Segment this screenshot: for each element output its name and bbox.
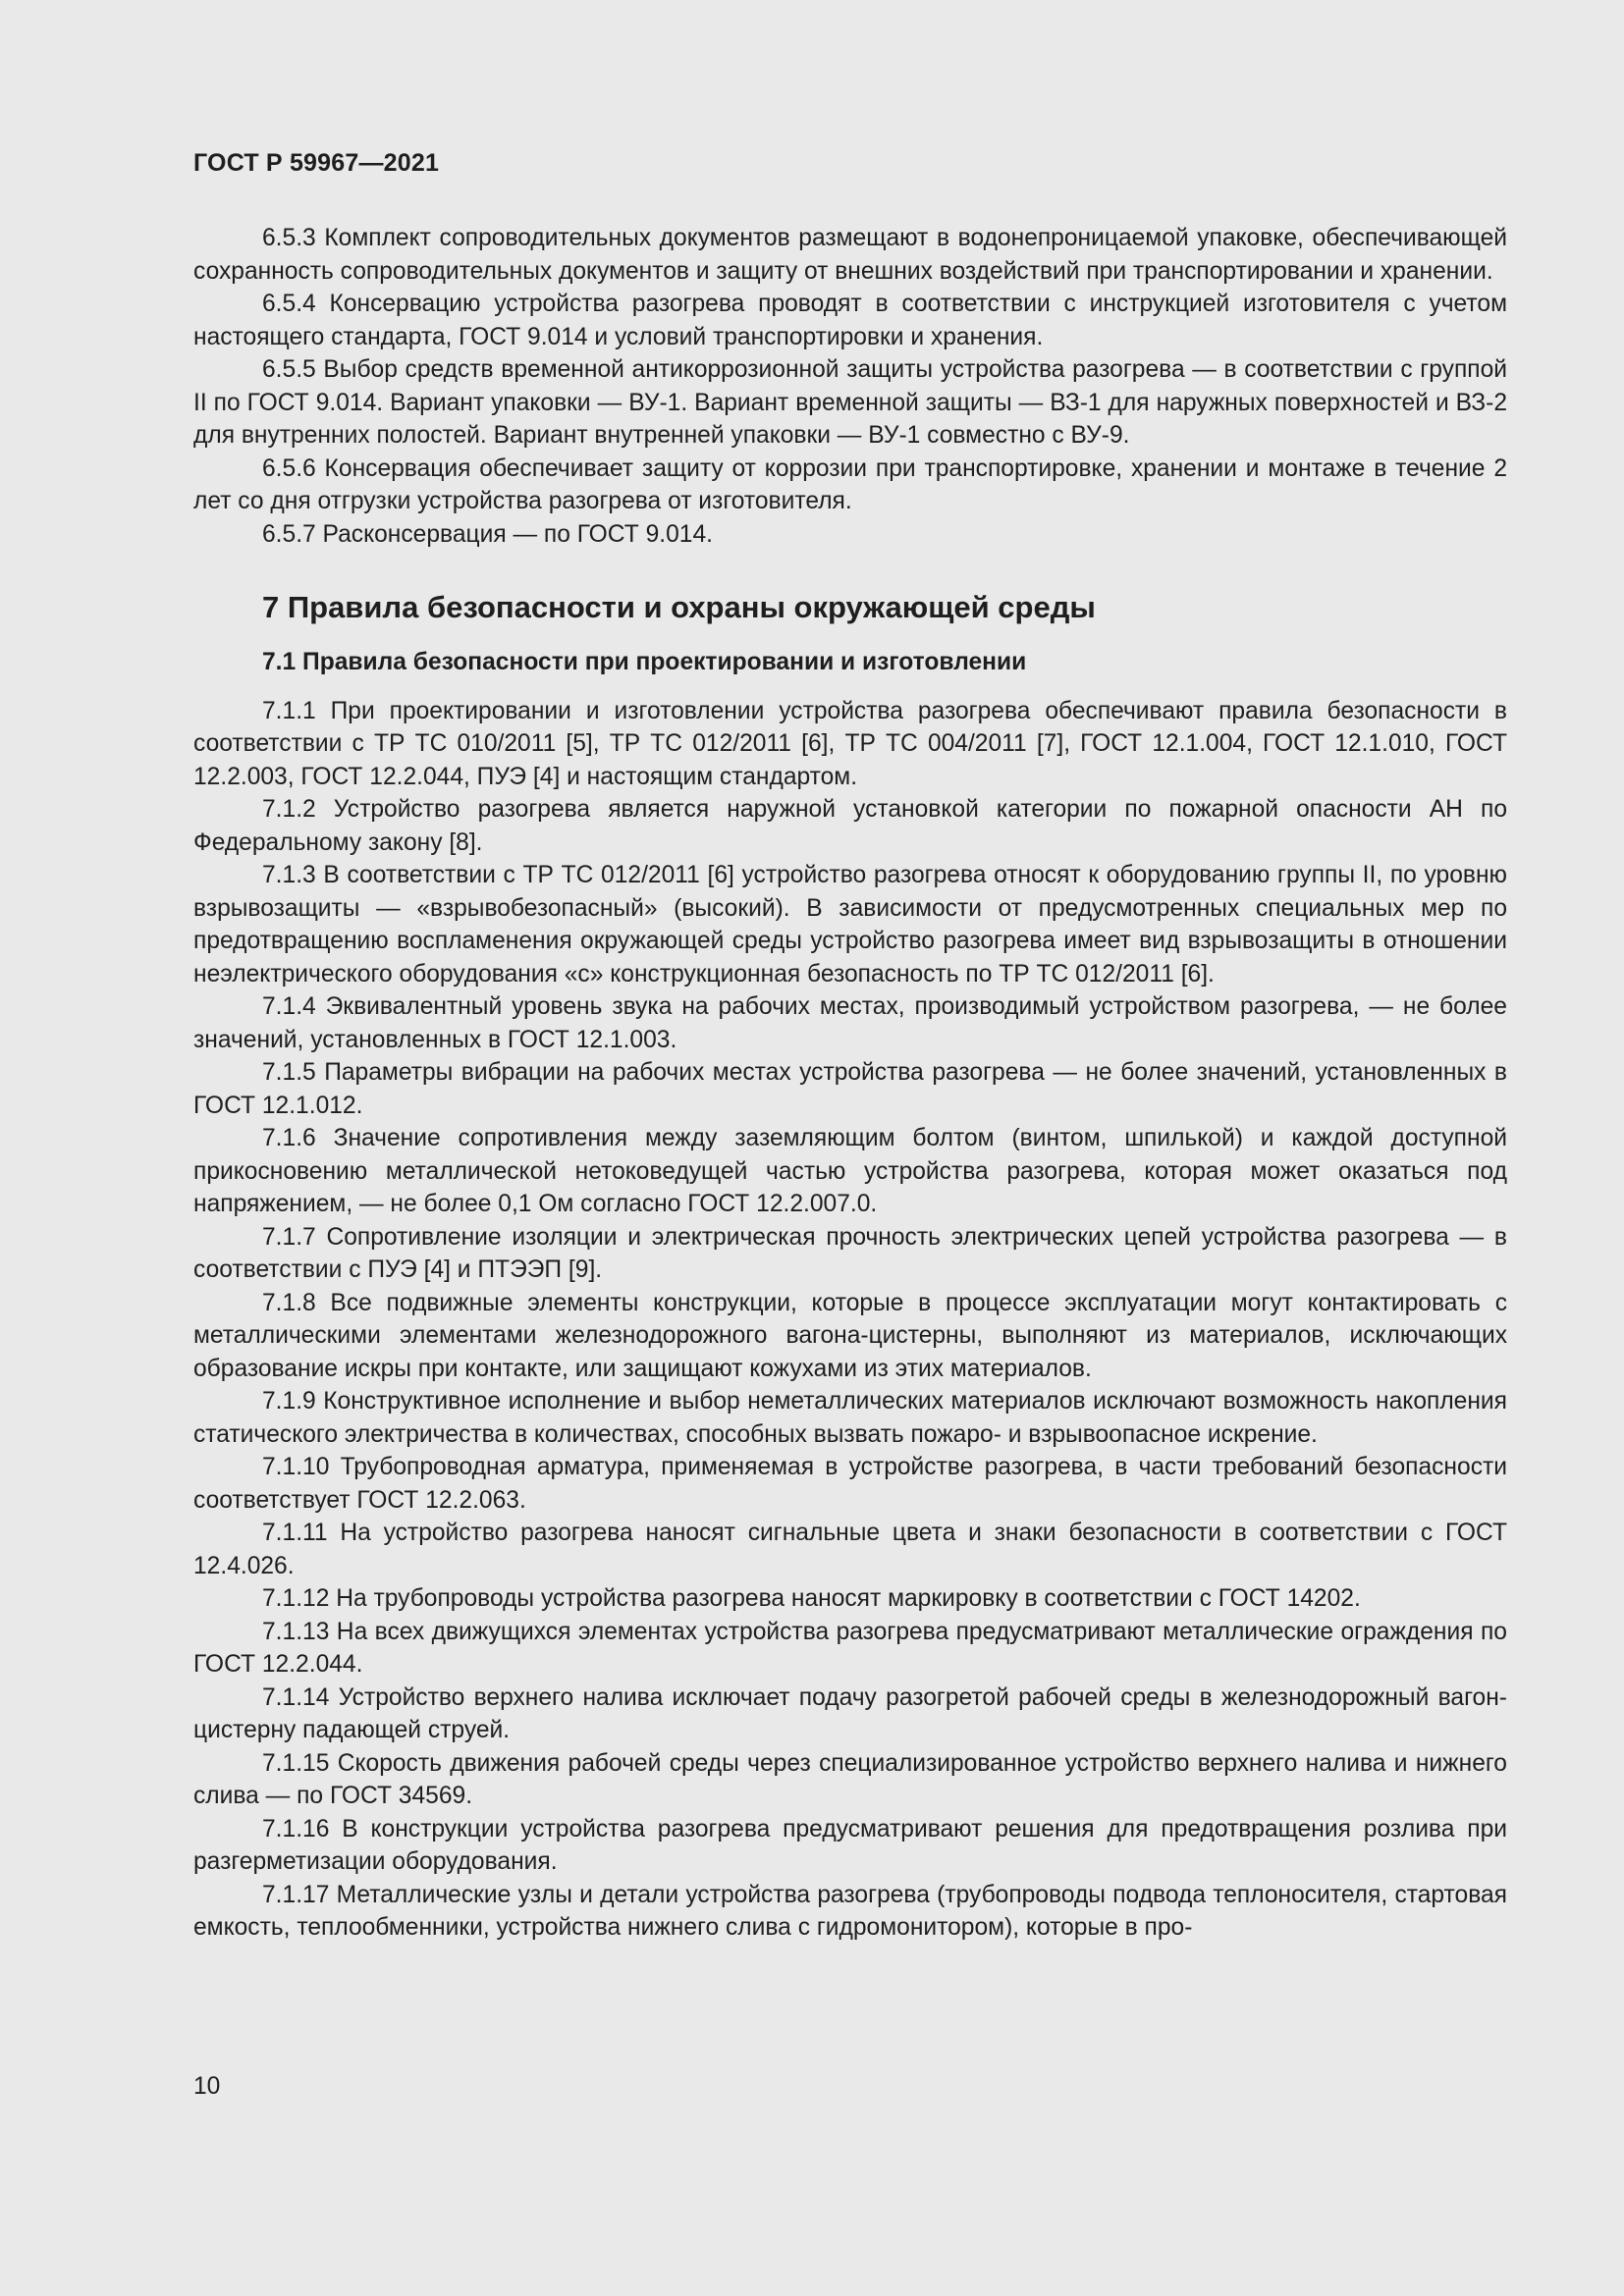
subsection-7-1-heading: 7.1 Правила безопасности при проектировании и изготовлении [262, 649, 1027, 675]
paragraph-7-1-14: 7.1.14 Устройство верхнего налива исключает подачу разогретой рабочей среды в железнодорожный вагон-цистерну падающей струей. [193, 1683, 1507, 1743]
paragraph-7-1-16: 7.1.16 В конструкции устройства разогрева предусматривают решения для предотвращения розлива при разгерметизации оборудования. [193, 1815, 1507, 1875]
paragraph-7-1-11: 7.1.11 На устройство разогрева наносят сигнальные цвета и знаки безопасности в соответствии с ГОСТ 12.4.026. [193, 1520, 1507, 1579]
paragraph-6-5-4: 6.5.4 Консервацию устройства разогрева проводят в соответствии с инструкцией изготовителя с учетом настоящего стандарта, ГОСТ 9.014 и условий транспортировки и хранения. [193, 291, 1507, 350]
paragraph-7-1-8: 7.1.8 Все подвижные элементы конструкции, которые в процессе эксплуатации могут контактировать с металлическими элементами железнодорожного вагона-цистерны, выполняют из материалов, исключающих образование искры при контакте, или защищают кожухами из этих материалов. [193, 1289, 1507, 1382]
paragraph-6-5-7: 6.5.7 Расконсервация — по ГОСТ 9.014. [262, 520, 713, 548]
paragraph-7-1-6: 7.1.6 Значение сопротивления между заземляющим болтом (винтом, шпилькой) и каждой доступной прикосновению металлической нетоковедущей частью устройства разогрева, которая может оказаться под напряжением, — не более 0,1 Ом согласно ГОСТ 12.2.007.0. [193, 1125, 1507, 1217]
paragraph-7-1-10: 7.1.10 Трубопроводная арматура, применяемая в устройстве разогрева, в части требований безопасности соответствует ГОСТ 12.2.063. [193, 1454, 1507, 1514]
paragraph-7-1-1: 7.1.1 При проектировании и изготовлении устройства разогрева обеспечивают правила безопасности в соответствии с ТР ТС 010/2011 [5], ТР ТС 012/2011 [6], ТР ТС 004/2011 [7], ГОСТ 12.1.004, ГОСТ 12.1.010, ГОСТ 12.2.003, ГОСТ 12.2.044, ПУЭ [4] и настоящим стандартом. [193, 697, 1507, 790]
section-7-heading: 7 Правила безопасности и охраны окружающей среды [262, 590, 1096, 624]
paragraph-6-5-6: 6.5.6 Консервация обеспечивает защиту от коррозии при транспортировке, хранении и монтаже в течение 2 лет со дня отгрузки устройства разогрева от изготовителя. [193, 454, 1507, 514]
page-content [193, 222, 1507, 1945]
paragraph-7-1-5: 7.1.5 Параметры вибрации на рабочих местах устройства разогрева — не более значений, установленных в ГОСТ 12.1.012. [193, 1059, 1507, 1119]
paragraph-7-1-15: 7.1.15 Скорость движения рабочей среды через специализированное устройство верхнего налива и нижнего слива — по ГОСТ 34569. [193, 1749, 1507, 1809]
paragraph-7-1-9: 7.1.9 Конструктивное исполнение и выбор неметаллических материалов исключают возможность накопления статического электричества в количествах, способных вызвать пожаро- и взрывоопасное искрение. [193, 1388, 1507, 1448]
paragraph-7-1-2: 7.1.2 Устройство разогрева является наружной установкой категории по пожарной опасности АН по Федеральному закону [8]. [193, 796, 1507, 856]
standard-code-header: ГОСТ Р 59967—2021 [193, 149, 440, 177]
paragraph-7-1-4: 7.1.4 Эквивалентный уровень звука на рабочих местах, производимый устройством разогрева, — не более значений, установленных в ГОСТ 12.1.003. [193, 993, 1507, 1053]
paragraph-7-1-12: 7.1.12 На трубопроводы устройства разогрева наносят маркировку в соответствии с ГОСТ 14202. [262, 1585, 1361, 1612]
paragraph-7-1-7: 7.1.7 Сопротивление изоляции и электрическая прочность электрических цепей устройства разогрева — в соответствии с ПУЭ [4] и ПТЭЭП [9]. [193, 1223, 1507, 1283]
paragraph-7-1-13: 7.1.13 На всех движущихся элементах устройства разогрева предусматривают металлические ограждения по ГОСТ 12.2.044. [193, 1618, 1507, 1678]
page-number: 10 [193, 2073, 221, 2100]
paragraph-7-1-3: 7.1.3 В соответствии с ТР ТС 012/2011 [6] устройство разогрева относят к оборудованию группы II, по уровню взрывозащиты — «взрывобезопасный» (высокий). В зависимости от предусмотренных специальных мер по предотвращению воспламенения окружающей среды устройство разогрева имеет вид взрывозащиты в отношении неэлектрического оборудования «с» конструкционная безопасность по ТР ТС 012/2011 [6]. [193, 862, 1507, 988]
paragraph-6-5-5: 6.5.5 Выбор средств временной антикоррозионной защиты устройства разогрева — в соответствии с группой II по ГОСТ 9.014. Вариант упаковки — ВУ-1. Вариант временной защиты — ВЗ-1 для наружных поверхностей и ВЗ-2 для внутренних полостей. Вариант внутренней упаковки — ВУ-1 совместно с ВУ-9. [193, 356, 1507, 449]
paragraph-7-1-17: 7.1.17 Металлические узлы и детали устройства разогрева (трубопроводы подвода теплоносителя, стартовая емкость, теплообменники, устройства нижнего слива с гидромонитором), которые в про- [193, 1881, 1507, 1941]
paragraph-6-5-3: 6.5.3 Комплект сопроводительных документов размещают в водонепроницаемой упаковке, обеспечивающей сохранность сопроводительных документов и защиту от внешних воздействий при транспортировании и хранении. [193, 225, 1507, 285]
